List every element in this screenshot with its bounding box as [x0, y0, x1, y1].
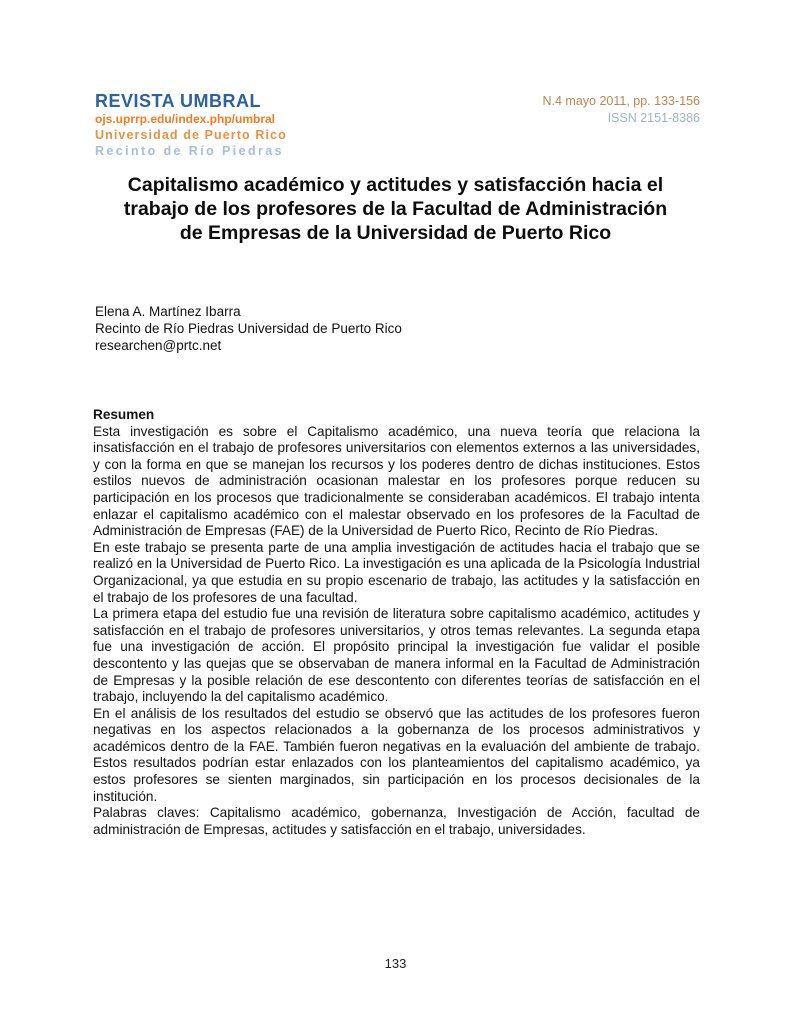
journal-identity-block	[95, 91, 287, 159]
author-email: researchen@prtc.net	[95, 338, 222, 353]
abstract-paragraph-2: En este trabajo se presenta parte de una amplia investigación de actitudes hacia el trabajo que se realizó en la Universidad de Puerto Rico. La investigación es una aplicada de la Psicología Industrial Organizacional, ya que estudia en su propio escenario de trabajo, las actitudes y la satisfacción en el trabajo de los profesores de una facultad.	[93, 539, 700, 605]
author-block	[95, 303, 402, 354]
university-name: Universidad de Puerto Rico	[95, 128, 287, 142]
abstract-heading: Resumen	[93, 407, 155, 422]
abstract-section	[93, 407, 700, 838]
article-title-line-1: Capitalismo académico y actitudes y satisfacción hacia el	[127, 174, 664, 196]
journal-name: REVISTA UMBRAL	[95, 91, 261, 111]
journal-masthead	[95, 91, 700, 159]
issue-info-block	[542, 91, 700, 126]
article-title	[80, 173, 711, 245]
page-footer	[0, 956, 791, 971]
abstract-paragraph-3: La primera etapa del estudio fue una revisión de literatura sobre capitalismo académico, actitudes y satisfacción en el trabajo de profesores universitarios, y otros temas relevantes. La segunda etapa fue una investigación de acción. El propósito principal la investigación fue validar el posible descontento y las quejas que se observaban de manera informal en la Facultad de Administración de Empresas y la posible relación de ese descontento con diferentes teorías de satisfacción en el trabajo, incluyendo la del capitalismo académico.	[93, 606, 700, 705]
issue-info: N.4 mayo 2011, pp. 133-156	[542, 94, 700, 108]
page-number: 133	[384, 956, 407, 971]
issn-number: ISSN 2151-8386	[607, 111, 700, 125]
article-title-line-3: de Empresas de la Universidad de Puerto Rico	[179, 222, 612, 244]
abstract-keywords: Palabras claves: Capitalismo académico, gobernanza, Investigación de Acción, facultad de administración de Empresas, actitudes y satisfacción en el trabajo, universidades.	[93, 805, 700, 837]
journal-url: ojs.uprrp.edu/index.php/umbral	[95, 112, 276, 126]
article-title-line-2: trabajo de los profesores de la Facultad de Administración	[123, 198, 668, 220]
author-affiliation: Recinto de Río Piedras Universidad de Puerto Rico	[95, 321, 402, 336]
abstract-paragraph-4: En el análisis de los resultados del estudio se observó que las actitudes de los profesores fueron negativas en los aspectos relacionados a la gobernanza de los procesos administrativos y académicos dentro de la FAE. También fueron negativas en la evaluación del ambiente de trabajo. Estos resultados podrían estar enlazados con los planteamientos del capitalismo académico, ya estos profesores se sienten marginados, sin participación en los procesos decisionales de la institución.	[93, 705, 700, 804]
campus-name: Recinto de Río Piedras	[95, 144, 284, 158]
author-name: Elena A. Martínez Ibarra	[95, 304, 241, 319]
abstract-paragraph-1: Esta investigación es sobre el Capitalismo académico, una nueva teoría que relaciona la insatisfacción en el trabajo de profesores universitarios con elementos externos a las universidades, y con la forma en que se manejan los recursos y los poderes dentro de dichas instituciones. Estos estilos nuevos de administración ocasionan malestar en los profesores porque reducen su participación en los procesos que tradicionalmente se consideraban académicos. El trabajo intenta enlazar el capitalismo académico con el malestar observado en los profesores de la Facultad de Administración de Empresas (FAE) de la Universidad de Puerto Rico, Recinto de Río Piedras.	[93, 423, 700, 539]
